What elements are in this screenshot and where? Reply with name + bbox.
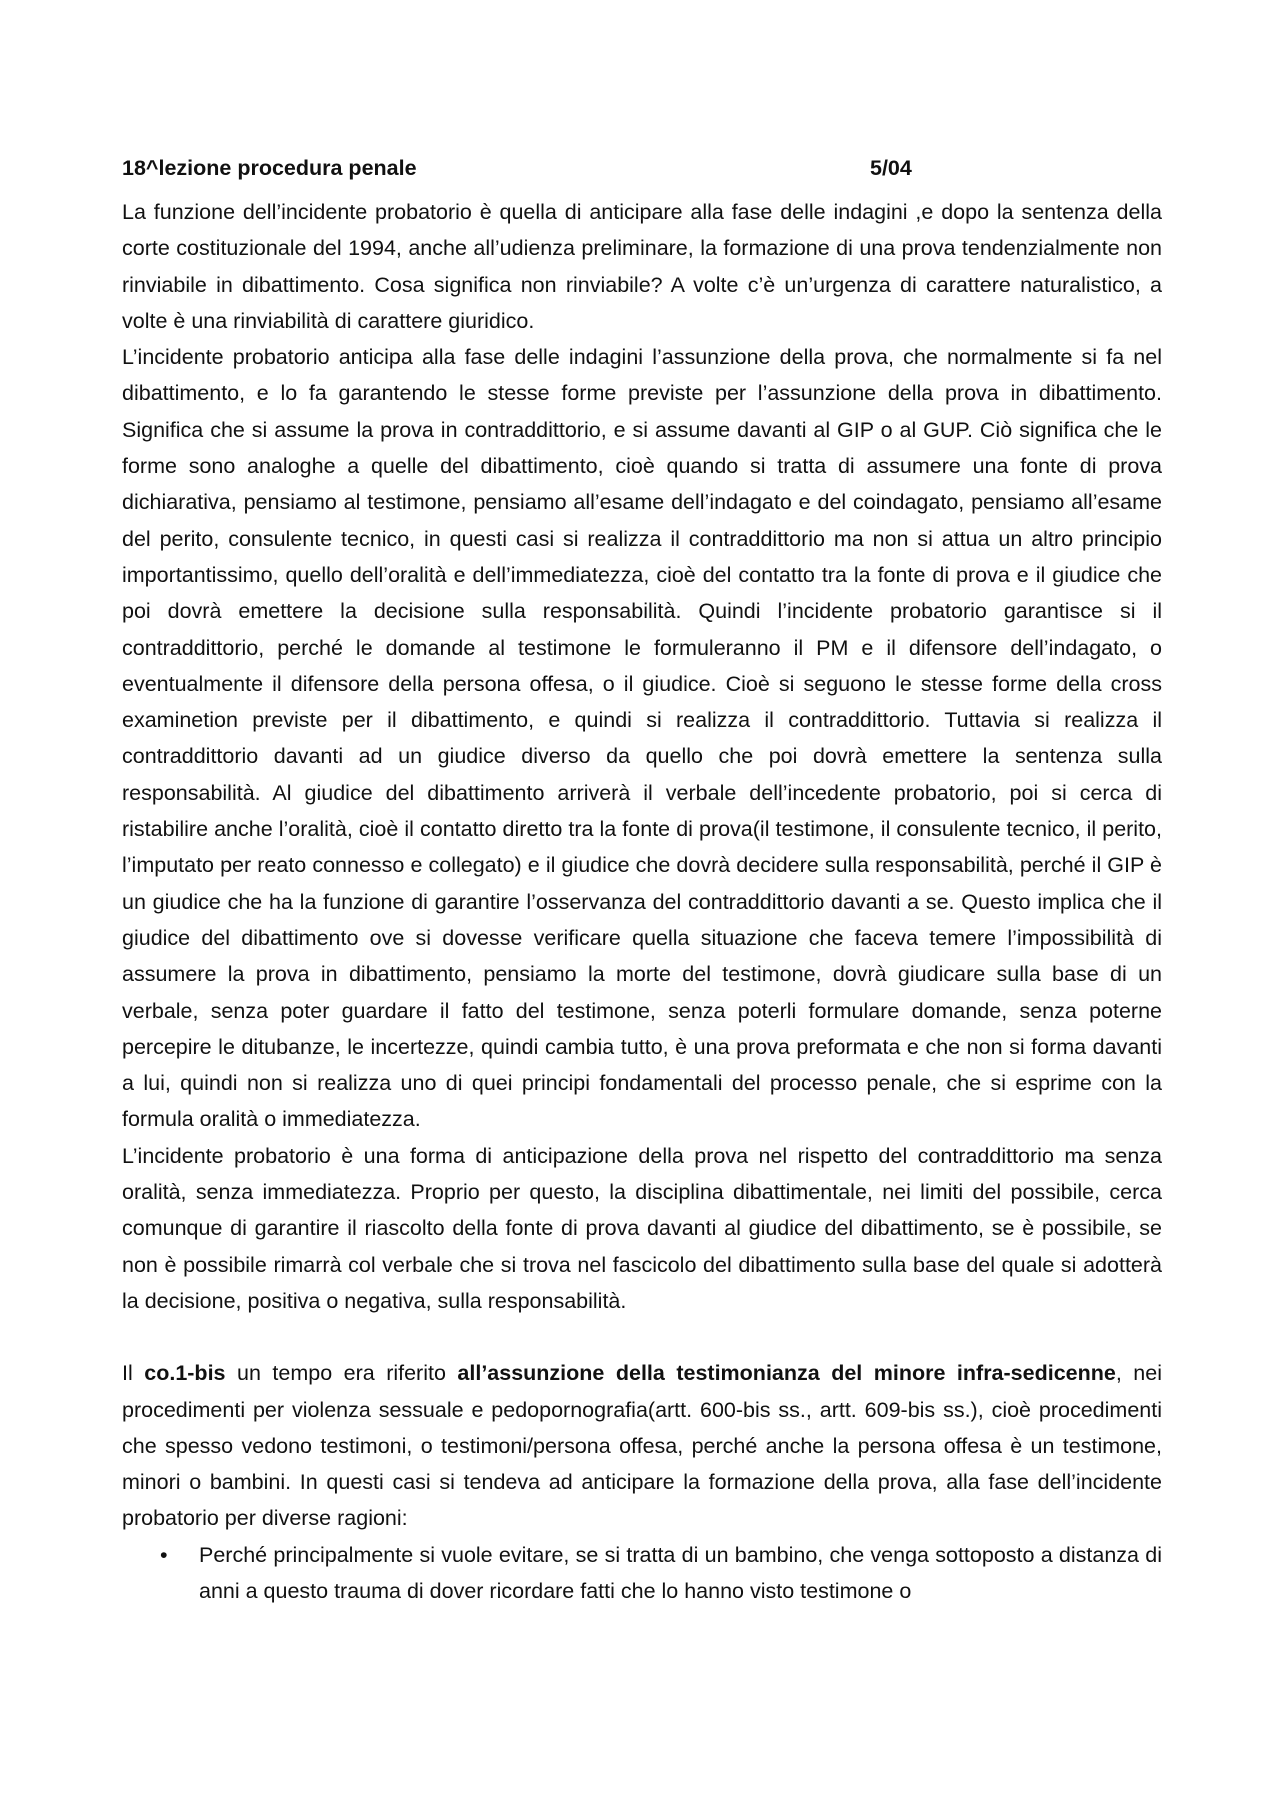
lecture-date: 5/04 [870,156,912,180]
paragraph-1: La funzione dell’incidente probatorio è quella di anticipare alla fase delle indagini ,e dopo la sentenza della corte costituzionale del 1994, anche all’udienza preliminare, la formazione di una prova tendenzialmente non rinviabile in dibattimento. Cosa significa non rinviabile? A volte c’è un’urgenza di carattere naturalistico, a volte è una rinviabilità di carattere giuridico. [122,200,1162,333]
document-page [122,150,1162,1609]
co1bis-text-1: Il [122,1361,145,1386]
co1bis-text-3: , nei procedimenti per violenza sessuale e pedopornografia(artt. 600-bis ss., artt. 609-bis ss.), cioè procedimenti che spesso vedono testimoni, o testimoni/persona offesa, perché anche la persona offesa è un testimone, minori o bambini. In questi casi si tendeva ad anticipare la formazione della prova, alla fase dell’incidente probatorio per diverse ragioni: [122,1361,1162,1531]
co1bis-bold-1: co.1-bis [144,1361,226,1386]
list-item-text: Perché principalmente si vuole evitare, se si tratta di un bambino, che venga sottoposto a distanza di anni a questo trauma di dover ricordare fatti che lo hanno visto testimone o [199,1542,1162,1603]
paragraph-gap [122,1319,1162,1355]
bullet-icon: • [160,1542,168,1567]
co1bis-text-2: un tempo era riferito [225,1361,458,1386]
paragraph-3: L’incidente probatorio è una forma di anticipazione della prova nel rispetto del contraddittorio ma senza oralità, senza immediatezza. Proprio per questo, la disciplina dibattimentale, nei limiti del possibile, cerca comunque di garantire il riascolto della fonte di prova davanti al giudice del dibattimento, se è possibile, se non è possibile rimarrà col verbale che si trova nel fascicolo del dibattimento sulla base del quale si adotterà la decisione, positiva o negativa, sulla responsabilità. [122,1143,1162,1313]
lecture-title: 18^lezione procedura penale [122,156,417,180]
paragraph-2: L’incidente probatorio anticipa alla fase delle indagini l’assunzione della prova, che normalmente si fa nel dibattimento, e lo fa garantendo le stesse forme previste per l’assunzione della prova in dibattimento. Significa che si assume la prova in contraddittorio, e si assume davanti al GIP o al GUP. Ciò significa che le forme sono analoghe a quelle del dibattimento, cioè quando si tratta di assumere una fonte di prova dichiarativa, pensiamo al testimone, pensiamo all’esame dell’indagato e del coindagato, pensiamo all’esame del perito, consulente tecnico, in questi casi si realizza il contraddittorio ma non si attua un altro principio importantissimo, quello dell’oralità e dell’immediatezza, cioè del contatto tra la fonte di prova e il giudice che poi dovrà emettere la decisione sulla responsabilità. Quindi l’incidente probatorio garantisce si il contraddittorio, perché le domande al testimone le formuleranno il PM e il difensore dell’indagato, o eventualmente il difensore della persona offesa, o il giudice. Cioè si seguono le stesse forme della cross examinetion previste per il dibattimento, e quindi si realizza il contraddittorio. Tuttavia si realizza il contraddittorio davanti ad un giudice diverso da quello che poi dovrà emettere la sentenza sulla responsabilità. Al giudice del dibattimento arriverà il verbale dell’incedente probatorio, poi si cerca di ristabilire anche l’oralità, cioè il contatto diretto tra la fonte di prova(il testimone, il consulente tecnico, il perito, l’imputato per reato connesso e collegato) e il giudice che dovrà decidere sulla responsabilità, perché il GIP è un giudice che ha la funzione di garantire l’osservanza del contraddittorio davanti a se. Questo implica che il giudice del dibattimento ove si dovesse verificare quella situazione che faceva temere l’impossibilità di assumere la prova in dibattimento, pensiamo la morte del testimone, dovrà giudicare sulla base di un verbale, senza poter guardare il fatto del testimone, senza poterli formulare domande, senza poterne percepire le ditubanze, le incertezze, quindi cambia tutto, è una prova preformata e che non si forma davanti a lui, quindi non si realizza uno di quei principi fondamentali del processo penale, che si esprime con la formula oralità o immediatezza. [122,345,1162,1132]
lecture-header [122,150,1162,186]
list-item [122,1537,1162,1610]
bullet-list [122,1537,1162,1610]
paragraph-co1bis [122,1355,1162,1536]
co1bis-bold-2: all’assunzione della testimonianza del minore infra-sedicenne [457,1361,1116,1386]
